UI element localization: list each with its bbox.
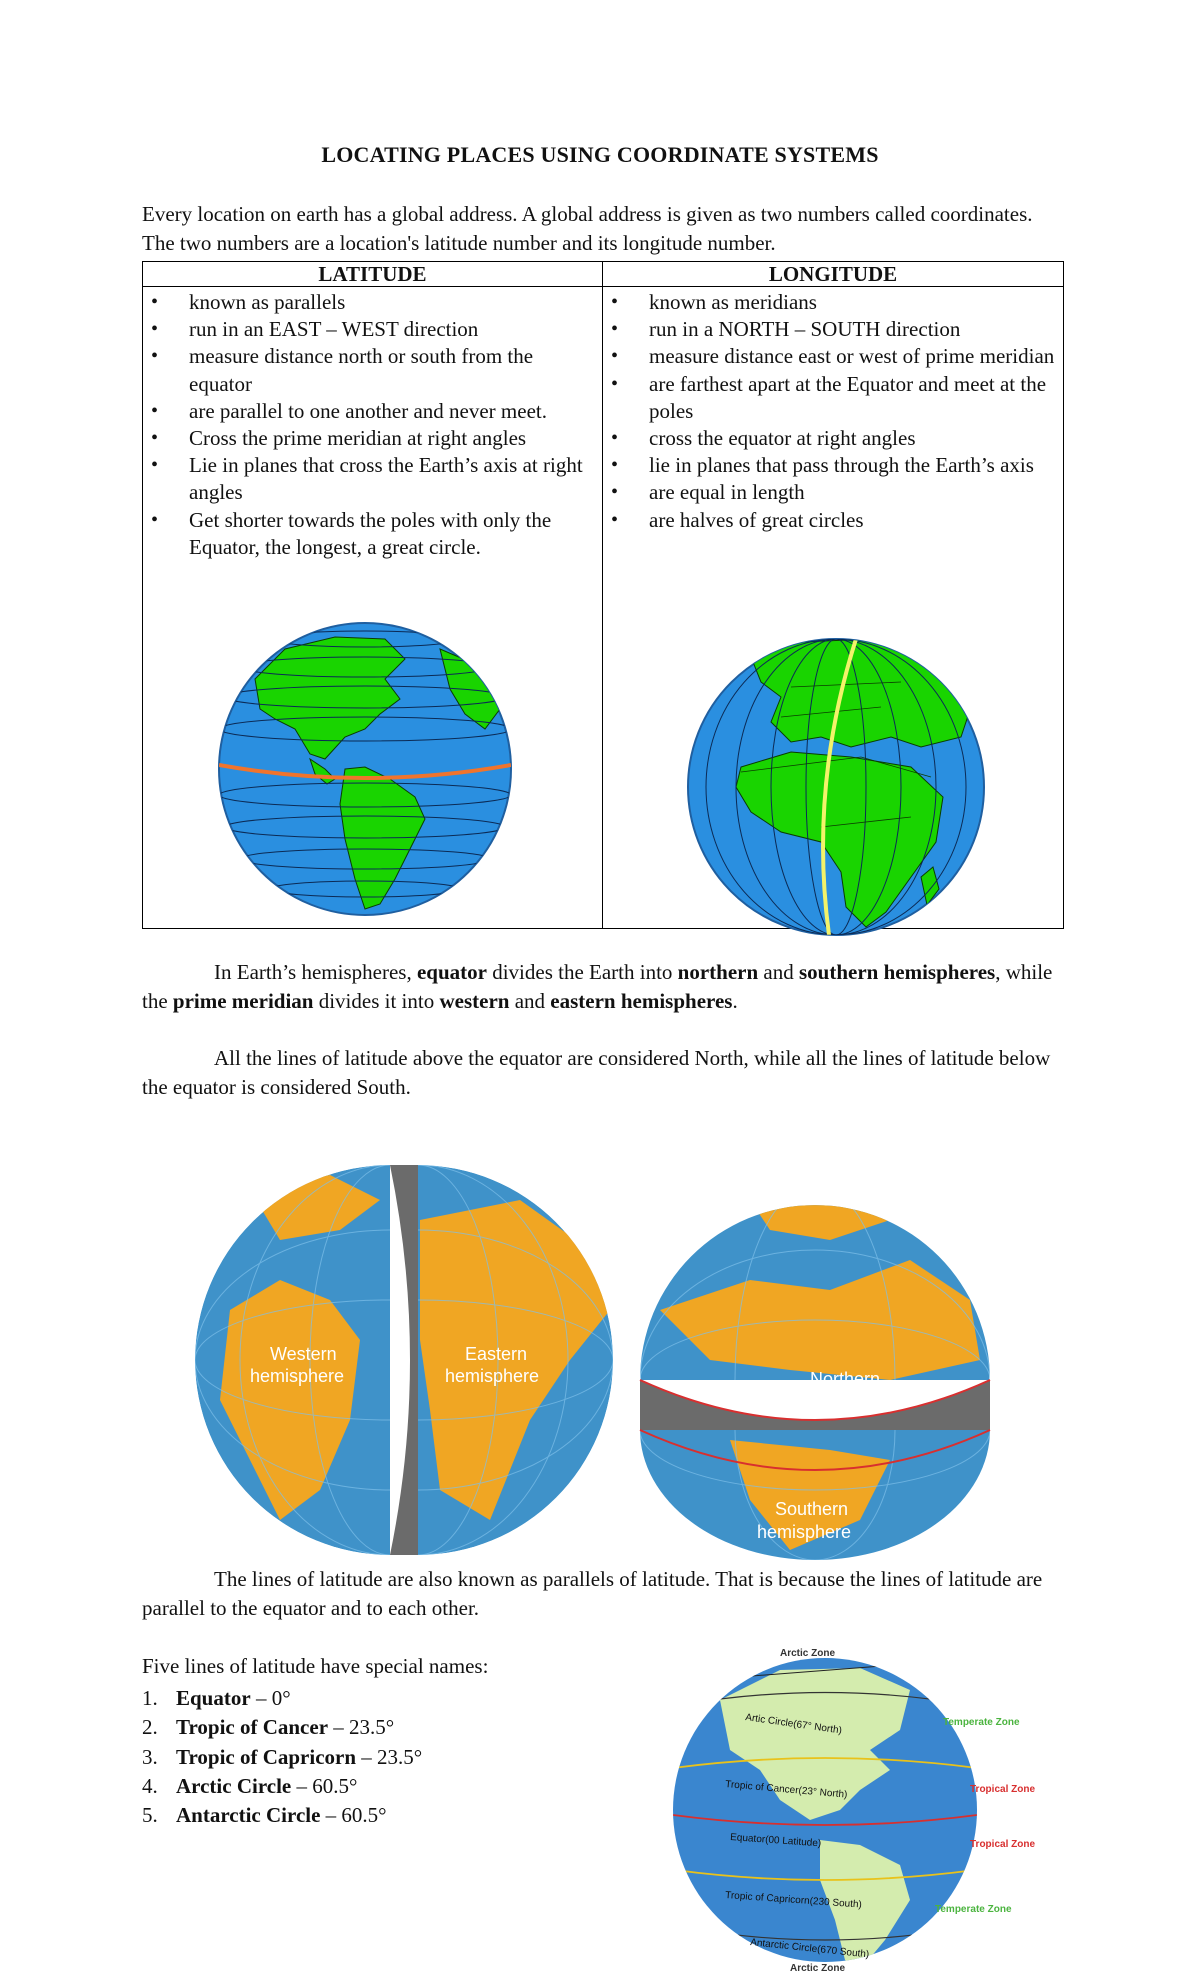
- text-run: In Earth’s hemispheres,: [214, 960, 417, 984]
- text-run: , while the: [142, 960, 1053, 1013]
- latitude-cell: [143, 287, 603, 929]
- line-value: – 23.5°: [356, 1744, 423, 1769]
- page-title: LOCATING PLACES USING COORDINATE SYSTEMS: [321, 142, 879, 167]
- list-item: • Lie in planes that cross the Earth’s axis at right angles: [143, 452, 602, 506]
- list-number: 2.: [142, 1715, 158, 1740]
- text-run: The lines of latitude are also known as parallels of latitude. That is because the lines of latitude are parallel to the equator and to each other.: [142, 1567, 1043, 1620]
- tropical-zone-1: Tropical Zone: [970, 1784, 1036, 1795]
- equator-label: Equator(00 Latitude): [729, 1832, 822, 1850]
- longitude-list: [603, 289, 1063, 534]
- tropical-zone-2: Tropical Zone: [970, 1839, 1036, 1850]
- bold-term: eastern hemispheres: [550, 989, 733, 1013]
- list-item: [142, 1743, 422, 1772]
- latitude-zones-figure: [660, 1640, 1060, 1976]
- northern-label-1: Northern: [810, 1369, 881, 1389]
- list-item: • are farthest apart at the Equator and meet at the poles: [603, 371, 1063, 425]
- list-item: • are equal in length: [603, 479, 1063, 506]
- line-value: – 60.5°: [291, 1773, 358, 1798]
- arctic-circle-label: Artic Circle(67° North): [744, 1712, 843, 1737]
- list-number: 3.: [142, 1744, 158, 1769]
- western-label-2: hemisphere: [250, 1366, 345, 1386]
- temperate-zone-top: Temperate Zone: [943, 1717, 1020, 1728]
- five-lines-title: Five lines of latitude have special names:: [142, 1654, 489, 1678]
- southern-label-1: Southern: [775, 1499, 849, 1519]
- line-name: Antarctic Circle: [176, 1803, 321, 1828]
- line-name: Arctic Circle: [176, 1773, 292, 1798]
- bold-term: equator: [416, 960, 487, 984]
- list-item: • are parallel to one another and never meet.: [143, 398, 602, 425]
- list-item: [142, 1772, 422, 1801]
- line-name: Tropic of Cancer: [176, 1715, 329, 1740]
- cancer-label: Tropic of Cancer(23° North): [724, 1779, 848, 1801]
- intro-paragraph: Every location on earth has a global address. A global address is given as two numbers called coordinates. The two numbers are a location's latitude number and its longitude number.: [142, 202, 1033, 255]
- text-run: divides it into: [313, 989, 440, 1013]
- western-label-1: Western: [270, 1344, 337, 1364]
- line-name: Equator: [176, 1686, 251, 1710]
- latitude-globe-image: [215, 619, 515, 919]
- list-item: • run in a NORTH – SOUTH direction: [603, 316, 1063, 343]
- latitude-header: LATITUDE: [143, 262, 603, 287]
- text-run: divides the Earth into: [486, 960, 678, 984]
- text-run: and: [509, 989, 551, 1013]
- list-number: 5.: [142, 1803, 158, 1828]
- antarctic-label: Antarctic Circle(670 South): [749, 1937, 870, 1961]
- list-number: 4.: [142, 1773, 158, 1798]
- line-value: – 23.5°: [328, 1715, 395, 1740]
- eastern-label-1: Eastern: [465, 1344, 528, 1364]
- longitude-cell: [603, 287, 1064, 929]
- eastern-label-2: hemisphere: [445, 1366, 540, 1386]
- text-run: and: [758, 960, 799, 984]
- temperate-zone-bottom: Temperate Zone: [935, 1904, 1012, 1915]
- latitude-list: [143, 289, 602, 561]
- list-item: [142, 1713, 422, 1742]
- list-item: • cross the equator at right angles: [603, 425, 1063, 452]
- hemispheres-figure: [190, 1160, 1020, 1560]
- capricorn-label: Tropic of Capricorn(230 South): [724, 1890, 863, 1911]
- bold-term: prime meridian: [172, 989, 314, 1013]
- southern-label-2: hemisphere: [757, 1522, 852, 1542]
- list-item: • known as parallels: [143, 289, 602, 316]
- list-item: • known as meridians: [603, 289, 1063, 316]
- arctic-zone-top: Arctic Zone: [780, 1648, 836, 1659]
- list-item: [142, 1801, 422, 1830]
- bold-term: southern hemispheres: [799, 960, 996, 984]
- bold-term: western: [439, 989, 510, 1013]
- hemispheres-paragraph: [142, 958, 1062, 1016]
- longitude-header: LONGITUDE: [603, 262, 1064, 287]
- northern-label-2: hemisphere: [790, 1392, 885, 1412]
- list-item: • measure distance north or south from the equator: [143, 343, 602, 397]
- line-value: – 60.5°: [320, 1803, 387, 1828]
- arctic-zone-bottom: Arctic Zone: [790, 1963, 846, 1974]
- text-run: All the lines of latitude above the equator are considered North, while all the lines of latitude below the equator is considered South.: [142, 1046, 1051, 1099]
- bold-term: northern: [677, 960, 759, 984]
- comparison-table: [142, 261, 1064, 929]
- longitude-globe-image: [681, 627, 991, 937]
- list-item: • lie in planes that pass through the Earth’s axis: [603, 452, 1063, 479]
- text-run: .: [732, 989, 738, 1013]
- list-item: • Get shorter towards the poles with only the Equator, the longest, a great circle.: [143, 507, 602, 561]
- list-item: • are halves of great circles: [603, 507, 1063, 534]
- list-number: 1.: [142, 1686, 158, 1710]
- list-item: • Cross the prime meridian at right angles: [143, 425, 602, 452]
- special-lines-list: [142, 1684, 422, 1830]
- latitude-direction-paragraph: [142, 1044, 1062, 1102]
- list-item: [142, 1684, 422, 1713]
- parallels-paragraph: [142, 1565, 1062, 1623]
- list-item: • run in an EAST – WEST direction: [143, 316, 602, 343]
- line-value: – 0°: [250, 1686, 291, 1710]
- list-item: • measure distance east or west of prime meridian: [603, 343, 1063, 370]
- line-name: Tropic of Capricorn: [176, 1744, 357, 1769]
